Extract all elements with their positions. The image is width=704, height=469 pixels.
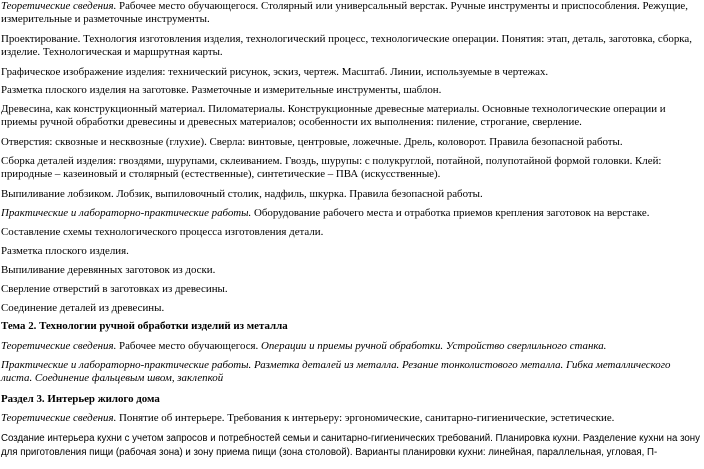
heading-text: Раздел 3. Интерьер жилого дома xyxy=(1,393,160,405)
heading-text: Тема 2. Технологии ручной обработки изделий из металла xyxy=(1,320,288,332)
paragraph-text: Выпиливание лобзиком. Лобзик, выпиловочный столик, надфиль, шкурка. Правила безопасной работы. xyxy=(1,188,483,200)
heading-section-3 xyxy=(1,393,702,406)
paragraph-drilling xyxy=(1,283,702,296)
paragraph-practical-works xyxy=(1,207,702,220)
practical-italic-text: Практические и лабораторно-практические работы. Разметка деталей из металла. Резание тонколистового металла. Гибка металлического листа. Соединение фальцевым швом, заклепкой xyxy=(1,359,671,385)
paragraph-text: Составление схемы технологического процесса изготовления детали. xyxy=(1,226,324,238)
practical-label: Практические и лабораторно-практические работы. xyxy=(1,207,252,219)
paragraph-text: Сверление отверстий в заготовках из древесины. xyxy=(1,283,228,295)
paragraph-interior-theory xyxy=(1,412,702,425)
paragraph-text: Сборка деталей изделия: гвоздями, шурупами, склеиванием. Гвоздь, шурупы: с полукруглой, потайной, полупотайной формой головки. Клей: природные – казеиновый и столярный (естественные), синтетические – ПВА (искусственные). xyxy=(1,155,662,181)
paragraph-marking xyxy=(1,84,702,97)
paragraph-sawing-blanks xyxy=(1,264,702,277)
paragraph-assembly xyxy=(1,155,702,181)
heading-topic-2 xyxy=(1,320,702,333)
paragraph-workplace-theory xyxy=(1,0,702,26)
paragraph-text: Древесина, как конструкционный материал. Пиломатериалы. Конструкционные древесные материалы. Основные технологические операции и приемы ручной обработки древесины и древесных материалов; особенности их выполнения: пиление, строгание, сверление. xyxy=(1,103,666,129)
paragraph-text: Создание интерьера кухни с учетом запросов и потребностей семьи и санитарно-гигиенических требований. Планировка кухни. Разделение кухни на зону для приготовления пищи (рабочая зона) и зону приема пищи (зона столовой). Варианты планировки кухни: линейная, параллельная, угловая, П- xyxy=(1,433,701,459)
paragraph-text: Оборудование рабочего места и отработка приемов крепления заготовок на верстаке. xyxy=(251,207,650,219)
paragraph-kitchen-interior xyxy=(1,432,702,461)
paragraph-text: Рабочее место обучающегося. xyxy=(116,340,261,352)
paragraph-text: Проектирование. Технология изготовления изделия, технологический процесс, технологические операции. Понятия: этап, деталь, заготовка, сборка, изделие. Технологическая и маршрутная карты. xyxy=(1,33,692,59)
paragraph-text: Разметка плоского изделия на заготовке. Разметочные и измерительные инструменты, шаблон. xyxy=(1,84,442,96)
paragraph-design xyxy=(1,33,702,59)
paragraph-text: Соединение деталей из древесины. xyxy=(1,302,165,314)
paragraph-text: Разметка плоского изделия. xyxy=(1,245,129,257)
paragraph-metal-practical xyxy=(1,359,702,385)
paragraph-text: Выпиливание деревянных заготовок из доски. xyxy=(1,264,216,276)
paragraph-fretsaw xyxy=(1,188,702,201)
paragraph-holes xyxy=(1,136,702,149)
paragraph-text: Отверстия: сквозные и несквозные (глухие). Сверла: винтовые, центровые, ложечные. Дрель, коловорот. Правила безопасной работы. xyxy=(1,136,623,148)
paragraph-wood-material xyxy=(1,103,702,129)
theory-label: Теоретические сведения. xyxy=(1,340,117,352)
paragraph-italic-tail: Операции и приемы ручной обработки. Устройство сверлильного станка. xyxy=(260,340,607,352)
paragraph-process-scheme xyxy=(1,226,702,239)
paragraph-flat-marking xyxy=(1,245,702,258)
theory-label: Теоретические сведения. xyxy=(1,412,117,424)
paragraph-graphic-image xyxy=(1,66,702,79)
paragraph-text: Графическое изображение изделия: технический рисунок, эскиз, чертеж. Масштаб. Линии, используемые в чертежах. xyxy=(1,66,549,78)
theory-label: Теоретические сведения. xyxy=(1,0,117,12)
paragraph-text: Понятие об интерьере. Требования к интерьеру: эргономические, санитарно-гигиенические, эстетические. xyxy=(116,412,615,424)
paragraph-text: Рабочее место обучающегося. Столярный или универсальный верстак. Ручные инструменты и приспособления. Режущие, измерительные и разметочные инструменты. xyxy=(1,0,688,26)
paragraph-metal-theory xyxy=(1,340,702,353)
paragraph-joining xyxy=(1,302,702,315)
